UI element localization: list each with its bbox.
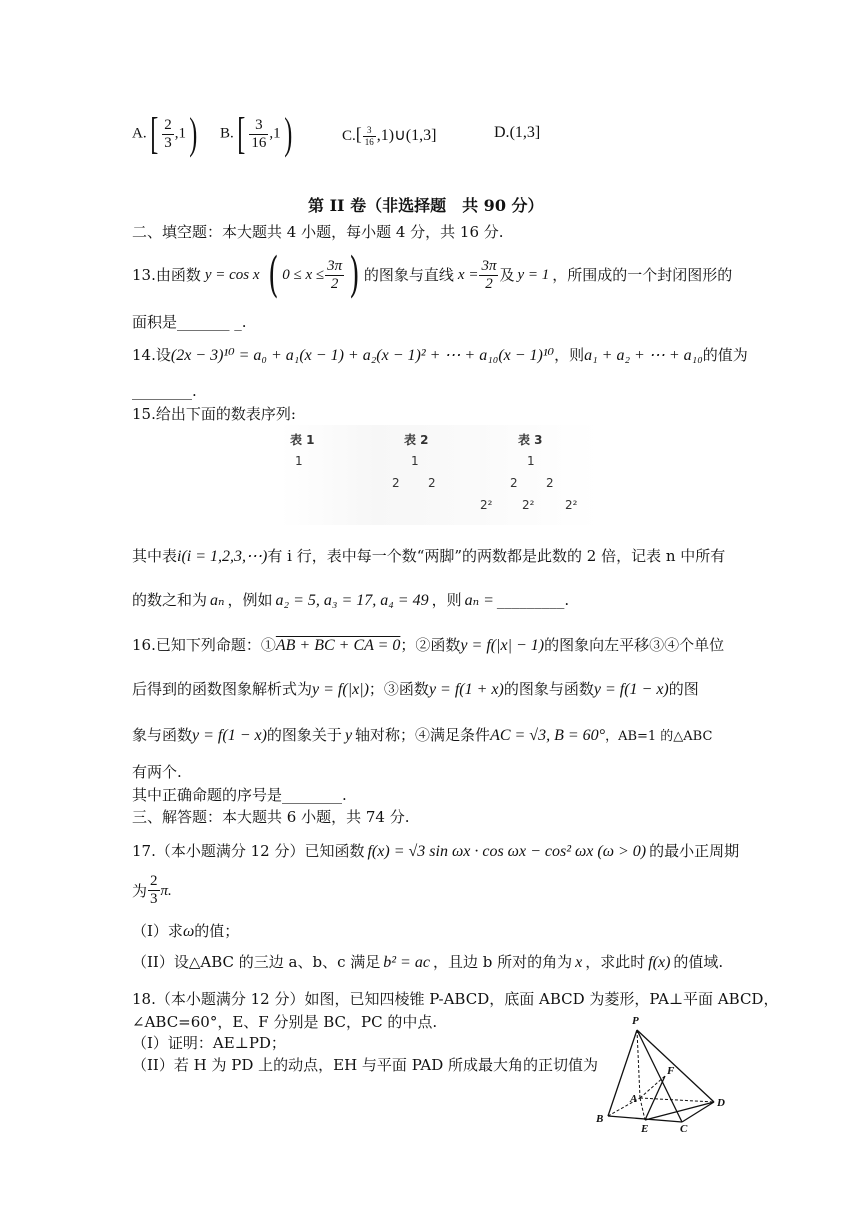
q14-sum: a₁ + a₂ + ⋯ + a₁₀ xyxy=(584,347,703,364)
q18-line-2: ∠ABC=60°，E、F 分别是 BC，PC 的中点. xyxy=(132,1013,438,1031)
vertex-label-e: E xyxy=(641,1123,649,1132)
q17-text: ，求此时 xyxy=(585,953,646,971)
fraction-numerator: 3 xyxy=(363,126,376,137)
table-1-cell: 1 xyxy=(295,454,303,468)
q17-period-fraction xyxy=(148,874,160,907)
q17-math: b² = ac xyxy=(383,954,430,971)
q16-math: y = f(1 − x) xyxy=(593,681,669,698)
q15-text-line-1 xyxy=(132,547,725,566)
option-d-label: D. xyxy=(494,124,510,141)
fraction-denominator: 16 xyxy=(364,137,374,148)
q15-math: aₙ xyxy=(210,592,225,609)
q17-math: f(x) xyxy=(648,954,671,971)
q17-text: 的值； xyxy=(194,922,240,940)
option-d xyxy=(494,124,540,142)
option-c-label: C. xyxy=(342,128,356,144)
table-3-cell: 1 xyxy=(527,454,535,468)
vertex-label-b: B xyxy=(596,1113,604,1125)
q13-answer-line: 面积是_______ _. xyxy=(132,313,247,331)
paren-left: ( xyxy=(267,247,279,303)
question-14 xyxy=(132,346,748,365)
q16-text: 轴对称；④满足条件 xyxy=(355,726,491,744)
q16-line-4: 有两个. xyxy=(132,763,182,781)
q16-text: ，AB=1 的△ABC xyxy=(605,729,713,744)
vertex-label-p: P xyxy=(632,1015,639,1027)
q13-and: 及 xyxy=(499,266,515,284)
edge-pa xyxy=(637,1030,640,1098)
paren-right: ) xyxy=(349,247,360,303)
option-a xyxy=(132,109,201,158)
number-table-image xyxy=(280,425,600,525)
pyramid-figure xyxy=(590,1012,740,1132)
fill-blank-title: 二、填空题：本大题共 4 小题，每小题 4 分，共 16 分. xyxy=(132,223,504,241)
q17-text: ，且边 b 所对的角为 xyxy=(432,953,573,971)
q17-part-2 xyxy=(132,953,723,972)
q16-text: 的图象向左平移③④个单位 xyxy=(544,636,725,654)
q16-math: y = f(1 + x) xyxy=(428,681,504,698)
q13-prefix: 13.由函数 xyxy=(132,266,201,284)
q17-line-2 xyxy=(132,874,172,907)
q14-answer-line: ________. xyxy=(132,382,197,400)
fraction-denominator: 2 xyxy=(485,275,493,292)
q16-line-5: 其中正确命题的序号是________. xyxy=(132,786,347,804)
q17-omega: ω xyxy=(182,923,195,940)
fraction-denominator: 3 xyxy=(150,891,158,907)
q18-part-2: （II）若 H 为 PD 上的动点，EH 与平面 PAD 所成最大角的正切值为 xyxy=(132,1056,599,1074)
q13-line-fraction xyxy=(479,259,498,292)
vertex-label-d: D xyxy=(717,1097,725,1109)
bracket-left: [ xyxy=(355,124,362,144)
q13-mid: 的图象与直线 xyxy=(363,266,454,284)
table-3-title: 表 3 xyxy=(518,433,543,447)
q16-line-3 xyxy=(132,726,712,745)
option-a-label: A. xyxy=(132,125,147,142)
fraction-numerator: 3π xyxy=(327,257,343,274)
option-a-fraction xyxy=(162,118,174,151)
q14-prefix: 14.设 xyxy=(132,346,171,364)
q17-line-1 xyxy=(132,842,739,861)
q14-suffix: 的值为 xyxy=(702,346,748,364)
q17-text: 的最小正周期 xyxy=(649,842,740,860)
q16-text: ；②函数 xyxy=(400,636,461,654)
q17-math: x xyxy=(575,954,583,971)
q18-line-1: 18.（本小题满分 12 分）如图，已知四棱锥 P-ABCD，底面 ABCD 为菱形，PA⊥平面 ABCD， xyxy=(132,990,779,1008)
option-c xyxy=(342,124,436,147)
fraction-numerator: 2 xyxy=(164,116,172,133)
q15-text: ，例如 xyxy=(227,591,273,609)
q15-math: aₙ = xyxy=(464,592,494,609)
option-b xyxy=(220,109,295,158)
q13-suffix: ，所围成的一个封闭图形的 xyxy=(552,266,733,284)
q13-function: y = cos x xyxy=(204,267,260,283)
solve-section-title: 三、解答题：本大题共 6 小题，共 74 分. xyxy=(132,808,410,826)
q14-expression: (2x − 3)¹⁰ = a₀ + a₁(x − 1) + a₂(x − 1)² + ⋯ + a₁₀(x − 1)¹⁰ xyxy=(170,347,555,364)
option-a-tail: ,1 xyxy=(174,125,186,142)
q15-text: 的数之和为 xyxy=(132,591,208,609)
q15-answer-blank: _________. xyxy=(496,591,570,609)
q16-text: 后得到的函数图象解析式为 xyxy=(132,680,313,698)
table-3-cell: 2² xyxy=(565,498,578,512)
q16-text: 的图象与函数 xyxy=(503,680,594,698)
fraction-numerator: 3π xyxy=(481,257,497,274)
fraction-denominator: 2 xyxy=(330,275,339,292)
table-2-title: 表 2 xyxy=(404,433,429,447)
fraction-denominator: 16 xyxy=(251,134,267,151)
q17-text: （I）求 xyxy=(132,922,183,940)
q13-condition: 0 ≤ x ≤ xyxy=(282,267,325,283)
q15-text-line-2 xyxy=(132,591,569,610)
option-c-fraction xyxy=(363,126,376,147)
table-3-cell: 2² xyxy=(522,498,535,512)
edge-pd xyxy=(637,1030,714,1102)
q15-math: a₂ = 5, a₃ = 17, a₄ = 49 xyxy=(275,592,429,609)
q13-y-eq: y = 1 xyxy=(517,267,550,283)
q16-math: y = f(|x|) xyxy=(312,681,369,698)
q17-text: 为 xyxy=(132,881,148,900)
q17-function: f(x) = √3 sin ωx · cos ωx − cos² ωx (ω > 0) xyxy=(367,843,647,860)
q16-vector-sum: AB + BC + CA = 0 xyxy=(275,637,401,654)
q17-part-1 xyxy=(132,922,239,941)
table-3-cell: 2 xyxy=(510,476,518,490)
edge-pc xyxy=(637,1030,682,1122)
q15-math: i(i = 1,2,3,⋯) xyxy=(177,548,268,565)
fraction-numerator: 2 xyxy=(150,873,158,889)
option-c-tail: ,1)∪(1,3] xyxy=(376,127,437,144)
q16-math: y = f(|x| − 1) xyxy=(460,637,545,654)
q16-text: 16.已知下列命题：① xyxy=(132,636,276,654)
q15-text: 其中表 xyxy=(132,547,178,565)
table-2-cell: 1 xyxy=(411,454,419,468)
bracket-left: [ xyxy=(237,109,246,158)
table-2-cell: 2 xyxy=(428,476,436,490)
q16-math: y xyxy=(344,727,353,744)
edge-ae xyxy=(640,1098,645,1120)
q14-mid: ，则 xyxy=(554,346,585,364)
edge-ad xyxy=(640,1098,714,1102)
table-3-cell: 2² xyxy=(480,498,493,512)
vertex-label-c: C xyxy=(680,1123,688,1132)
q16-line-1 xyxy=(132,636,724,655)
q15-text: ，则 xyxy=(431,591,462,609)
table-2-cell: 2 xyxy=(392,476,400,490)
q18-part-1: （I）证明：AE⊥PD； xyxy=(132,1034,286,1052)
fraction-denominator: 3 xyxy=(164,134,172,151)
option-b-label: B. xyxy=(220,125,234,142)
q16-text: 的图 xyxy=(668,680,699,698)
q16-line-2 xyxy=(132,680,699,699)
table-1-title: 表 1 xyxy=(290,433,315,447)
vertex-label-f: F xyxy=(667,1065,675,1077)
option-b-fraction xyxy=(249,118,268,151)
q17-text: 的值域. xyxy=(673,953,724,971)
q17-pi: π. xyxy=(160,882,172,899)
question-13 xyxy=(132,247,733,303)
question-15: 15.给出下面的数表序列: xyxy=(132,405,296,423)
table-3-cell: 2 xyxy=(546,476,554,490)
edge-cd xyxy=(682,1102,714,1122)
q13-fraction xyxy=(325,259,344,292)
q16-math: y = f(1 − x) xyxy=(192,727,267,744)
q17-text: 17.（本小题满分 12 分）已知函数 xyxy=(132,842,365,860)
q13-line-eq: x = xyxy=(457,267,479,283)
option-d-text: (1,3] xyxy=(509,124,541,141)
vertex-label-a: A xyxy=(630,1093,638,1105)
q17-text: （II）设△ABC 的三边 a、b、c 满足 xyxy=(132,953,381,971)
bracket-left: [ xyxy=(149,109,158,158)
option-b-tail: ,1 xyxy=(269,125,281,142)
q16-text: 象与函数 xyxy=(132,726,193,744)
fraction-numerator: 3 xyxy=(249,118,268,135)
paren-right: ) xyxy=(283,109,293,158)
q16-text: 的图象关于 xyxy=(266,726,342,744)
section-heading: 第 II 卷（非选择题 共 90 分） xyxy=(308,196,544,215)
paren-right: ) xyxy=(189,109,198,158)
q15-text: 有 i 行，表中每一个数“两脚”的两数都是此数的 2 倍，记表 n 中所有 xyxy=(267,547,726,565)
q16-text: ；③函数 xyxy=(368,680,429,698)
q16-math: AC = √3, B = 60° xyxy=(490,727,606,744)
